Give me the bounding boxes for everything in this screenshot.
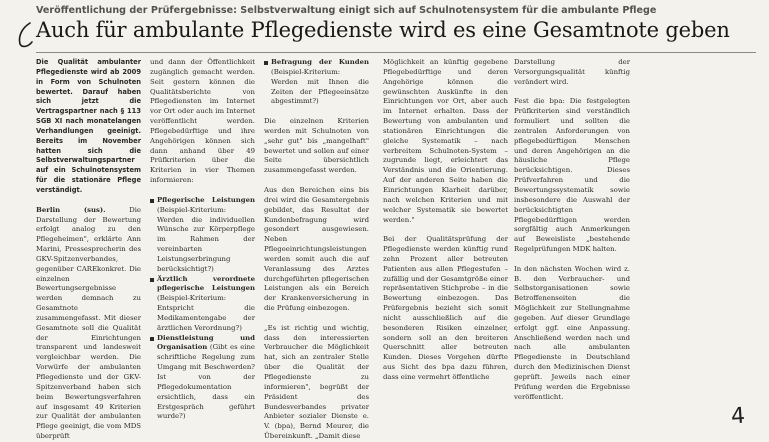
article-body-paragraph bbox=[36, 206, 141, 442]
dateline: Berlin (sus). bbox=[36, 205, 106, 214]
criteria-list bbox=[264, 58, 369, 107]
criteria-item bbox=[150, 275, 255, 334]
article-column-3 bbox=[264, 58, 369, 441]
criteria-text: (Beispiel-Kriterium: Werden die individuellen Wünsche zur Körperpflege im Rahmen der vereinbarten Leistungserbringung berücksichtigt?) bbox=[157, 205, 255, 273]
article-body-paragraph: „Es ist richtig und wichtig, dass den interessierten Verbraucher die Möglichkeit hat, sich an zentraler Stelle über die Qualität der Pflegedienste zu informieren", begrüßt der Präsident des Bundesverbandes privater Anbieter sozialer Dienste e. V. (bpa), Bernd Meurer, die Übereinkunft. „Damit diese bbox=[264, 323, 369, 441]
criteria-list bbox=[150, 196, 255, 422]
article-body-paragraph: Aus den Bereichen eins bis drei wird die Gesamtergebnis gebildet, das Resultat der Kundenbefragung wird gesondert ausgewiesen. Neben Pflegeeinrichtungsleistungen werden somit auch die auf Veranlassung des Arztes durchgeführten pflegerischen Leistungen als ein Bereich der Krankenversicherung in die Prüfung einbezogen. bbox=[264, 185, 369, 313]
article-column-4 bbox=[383, 58, 508, 436]
criteria-label: Ärztlich verordnete pflegerische Leistungen bbox=[157, 274, 255, 293]
criteria-label: Dienstleistung und Organisation bbox=[157, 333, 255, 352]
criteria-item bbox=[150, 196, 255, 275]
article-headline: Auch für ambulante Pflegedienste wird es eine Gesamtnote geben bbox=[36, 18, 730, 42]
criteria-text: (Gibt es eine schriftliche Regelung zum Umgang mit Beschwerden? Ist von der Pflegedokumentation ersichtlich, dass ein Erstgespräch geführt wurde?) bbox=[157, 343, 255, 421]
handwritten-marker-icon bbox=[14, 20, 36, 50]
article-kicker: Veröffentlichung der Prüfergebnisse: Selbstverwaltung einigt sich auf Schulnotensystem für die ambulante Pflege bbox=[36, 5, 657, 16]
article-column-5 bbox=[514, 58, 630, 436]
criteria-label: Pflegerische Leistungen bbox=[157, 195, 255, 204]
article-body-paragraph: Fest die bpa: Die festgelegten Prüfkriterien sind verständlich formuliert und sollten die zentralen Anforderungen von pflegebedürftigen Menschen und deren Angehörigen an die häusliche Pflege berücksichtigen. Dieses Prüfverfahren und die Bewertungssystematik sowie insbesondere die Auswahl der berücksichtigten Pflegebedürftigen werden sorgfältig auch Anmerkungen auf Beweisliste „bestehende Regelprüfungen MDK halten. bbox=[514, 97, 630, 254]
criteria-text: (Beispiel-Kriterium: Entspricht die Medikamentengabe der ärztlichen Verordnung?) bbox=[157, 294, 255, 332]
criteria-item bbox=[150, 334, 255, 423]
article-body-paragraph: Darstellung der Versorgungsqualität künftig verändert wird. bbox=[514, 58, 630, 86]
article-body-paragraph: Die einzelnen Kriterien werden mit Schulnoten von „sehr gut" bis „mangelhaft" bewertet und sollen auf einer Seite übersichtlich zusammengefasst werden. bbox=[264, 117, 369, 175]
criteria-item bbox=[264, 58, 369, 107]
article-column-1 bbox=[36, 58, 141, 441]
article-body-paragraph: Möglichkeit an künftig gegebene Pflegebedürftige und deren Angehörige können die gewünschten Auskünfte in den Einrichtungen vor Ort, aber auch im Internet erhalten. Dass der Bewertung von ambulanten und stationären Einrichtungen die gleiche Systematik – nach verbreitem Schulnoten-System – zugrunde liegt, erleichtert das Verständnis und die Orientierung. Auf der anderen Seite haben die Einrichtungen Klarheit darüber, nach welchen Kriterien und mit welcher Systematik sie bewertet werden." bbox=[383, 58, 508, 224]
criteria-text: (Beispiel-Kriterium: Werden mit Ihnen die Zeiten der Pflegeeinsätze abgestimmt?) bbox=[271, 67, 369, 106]
body-text: Die Darstellung der Bewertung erfolgt analog zu den Pflegeheimen", erklärte Ann Marini, Pressesprecherin des GKV-Spitzenverbandes, gegenüber CAREkonkret. Die einzelnen Bewertungsergebnisse werden demnach zu Gesamtnote zusammengefasst. Mit dieser Gesamtnote soll die Qualität der Einrichtungen transparent und landesweit vergleichbar werden. Die Vorwürfe der ambulanten Pflegedienste und der GKV-Spitzenverband haben sich beim Bewertungsverfahren auf insgesamt 49 Kriterien zur Qualität der ambulanten Pflege geeinigt, die vom MDS überprüft bbox=[36, 205, 141, 441]
article-body-paragraph: In den nächsten Wochen wird z. B. den Verbraucher- und Selbstorganisationen sowie Betroffenenseiten die Möglichkeit zur Stellungnahme gegeben. Auf dieser Grundlage erfolgt ggf. eine Anpassung. Anschließend werden nach und nach alle ambulanten Pflegedienste in Deutschland durch den Medizinischen Dienst geprüft. Jeweils nach einer Prüfung werden die Ergebnisse veröffentlicht. bbox=[514, 264, 630, 401]
criteria-label: Befragung der Kunden bbox=[271, 58, 369, 66]
article-lead: Die Qualität ambulanter Pflegedienste wird ab 2009 in Form von Schulnoten bewertet. Darauf haben sich jetzt die Vertragspartner nach § 113 SGB XI nach monatelangen Verhandlungen geeinigt. Bereits im November hatten sich die Selbstverwaltungspartner auf ein Schulnotensystem für die stationäre Pflege verständigt. bbox=[36, 58, 141, 194]
article-body-paragraph: Bei der Qualitätsprüfung der Pflegedienste werden künftig rund zehn Prozent aller betreuten Patienten aus allen Pflegestufen – zufällig und der Gesamtgröße einer repräsentativen Stichprobe – in die Bewertung einbezogen. Das Prüfergebnis bezieht sich somit nicht ausschließlich auf die besonderen Risiken einzelner, sondern soll an den breiteren Querschnitt aller betreuten Kunden. Dieses Vorgehen dürfte aus Sicht des bpa dazu führen, dass eine vermehrt öffentliche bbox=[383, 235, 508, 381]
handwritten-page-number: 4 bbox=[730, 403, 746, 430]
article-body-paragraph: und dann der Öffentlichkeit zugänglich gemacht werden. Seit gestern können die Qualitätsberichte von Pflegediensten im Internet vor Ort oder auch im Internet veröffentlicht werden. Pflegebedürftige und ihre Angehörigen können sich dann anhand über 49 Prüfkriterien über die Kriterien in vier Themen informieren: bbox=[150, 58, 255, 185]
headline-divider bbox=[36, 52, 756, 53]
article-column-2 bbox=[150, 58, 255, 436]
